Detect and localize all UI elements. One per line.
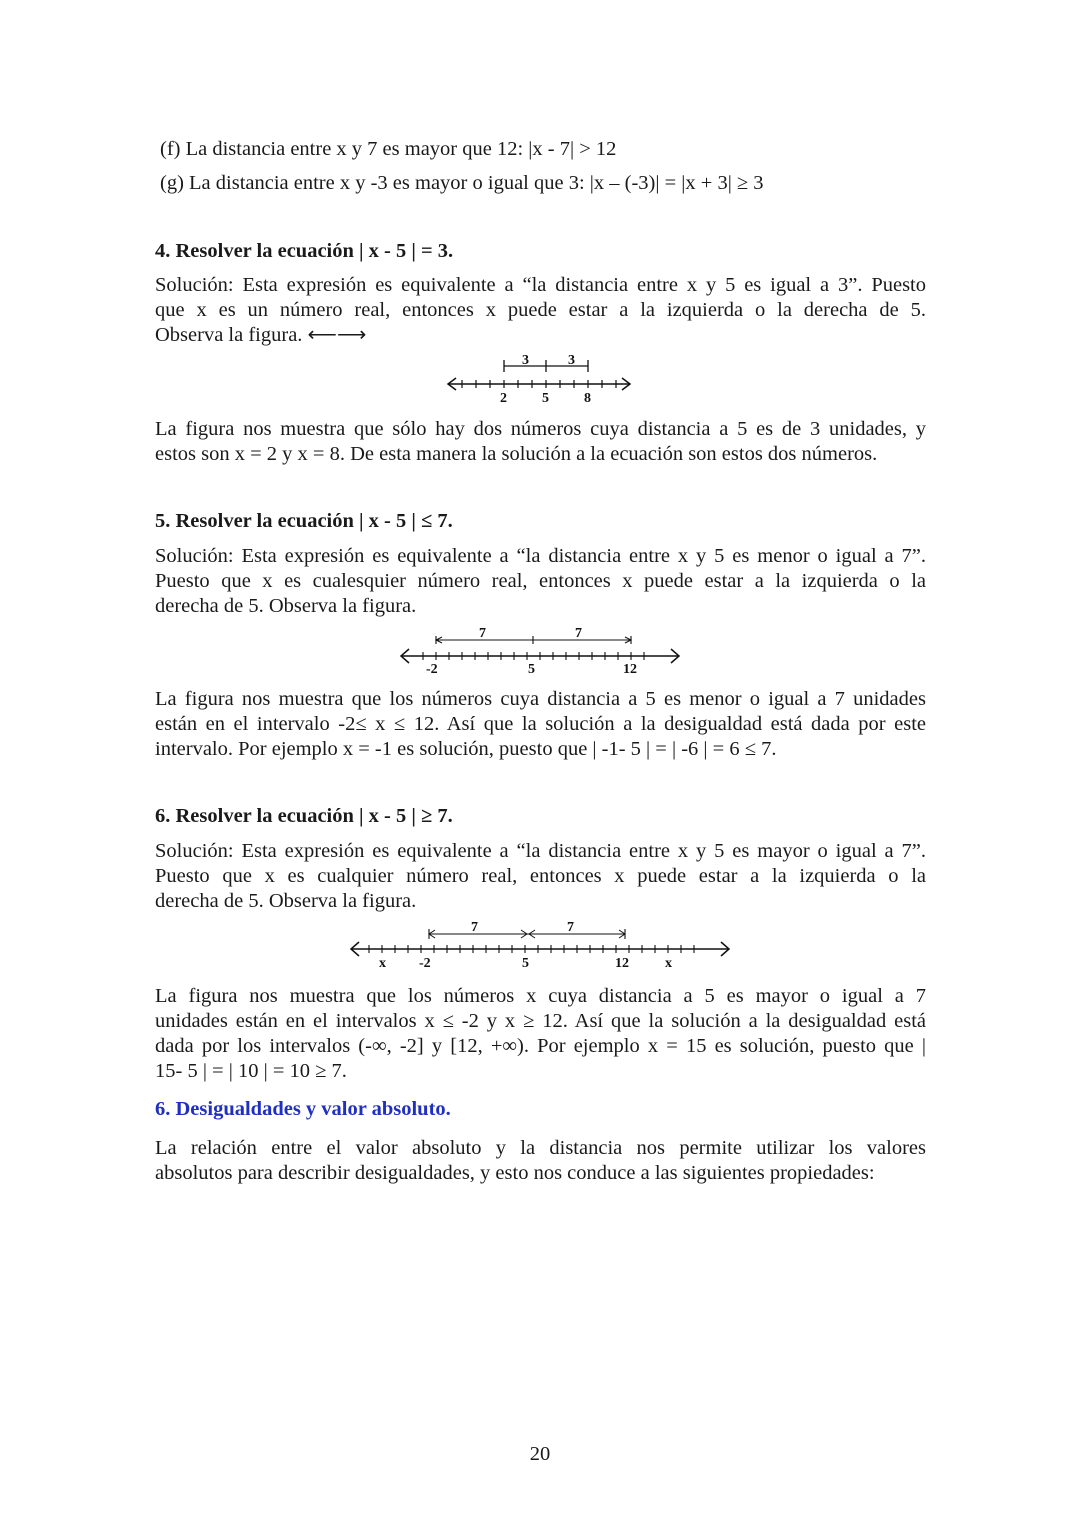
tick-label: x [665,956,672,971]
tick-label: 12 [623,662,637,677]
section-heading: 6. Desigualdades y valor absoluto. [155,1098,451,1120]
problem-6-heading: 6. Resolver la ecuación | x - 5 | ≥ 7. [155,805,453,827]
tick-label: 12 [615,956,629,971]
problem-5-solution-line: derecha de 5. Observa la figura. [155,595,417,617]
problem-6-conclusion-line: 15- 5 | = | 10 | = 10 ≥ 7. [155,1060,347,1082]
tick-label: 5 [522,956,529,971]
page-number: 20 [529,1443,551,1465]
problem-5-conclusion-line: están en el intervalo -2≤ x ≤ 12. Así que la solución a la desigualdad está dada por este [155,713,926,735]
number-line-figure-5 [395,624,685,678]
problem-5-solution-line: Solución: Esta expresión es equivalente a “la distancia entre x y 5 es menor o igual a 7”. [155,545,926,567]
distance-label: 3 [568,353,575,368]
distance-label: 7 [479,626,486,641]
problem-6-conclusion-line: dada por los intervalos (-∞, -2] y [12, +∞). Por ejemplo x = 15 es solución, puesto que | [155,1035,926,1057]
tick-label: 5 [542,391,549,406]
problem-6-conclusion-line: La figura nos muestra que los números x cuya distancia a 5 es mayor o igual a 7 [155,985,926,1007]
problem-6-solution-line: derecha de 5. Observa la figura. [155,890,417,912]
tick-label: 5 [528,662,535,677]
number-line-figure-4 [440,352,640,404]
section-paragraph-line: La relación entre el valor absoluto y la distancia nos permite utilizar los valores [155,1137,926,1159]
section-paragraph-line: absolutos para describir desigualdades, y esto nos conduce a las siguientes propiedades: [155,1162,875,1184]
distance-label: 7 [567,920,574,935]
tick-label: x [379,956,386,971]
distance-label: 7 [471,920,478,935]
problem-6-solution-line: Solución: Esta expresión es equivalente a “la distancia entre x y 5 es mayor o igual a 7”. [155,840,926,862]
problem-4-solution-line: que x es un número real, entonces x puede estar a la izquierda o la derecha de 5. [155,299,926,321]
problem-5-solution-line: Puesto que x es cualesquier número real, entonces x puede estar a la izquierda o la [155,570,926,592]
tick-label: 2 [500,391,507,406]
problem-4-solution-line: Solución: Esta expresión es equivalente a “la distancia entre x y 5 es igual a 3”. Puesto [155,274,926,296]
problem-4-conclusion-line: La figura nos muestra que sólo hay dos números cuya distancia a 5 es de 3 unidades, y [155,418,926,440]
tick-label: 8 [584,391,591,406]
tick-label: -2 [426,662,438,677]
problem-5-conclusion-line: La figura nos muestra que los números cuya distancia a 5 es menor o igual a 7 unidades [155,688,926,710]
distance-label: 3 [522,353,529,368]
item-f: (f) La distancia entre x y 7 es mayor que 12: |x - 7| > 12 [160,138,617,160]
problem-5-conclusion-line: intervalo. Por ejemplo x = -1 es solución, puesto que | -1- 5 | = | -6 | = 6 ≤ 7. [155,738,777,760]
problem-6-conclusion-line: unidades están en el intervalos x ≤ -2 y x ≥ 12. Así que la solución a la desigualdad está [155,1010,926,1032]
tick-label: -2 [419,956,431,971]
distance-label: 7 [575,626,582,641]
number-line-figure-6 [345,918,735,972]
problem-5-heading: 5. Resolver la ecuación | x - 5 | ≤ 7. [155,510,453,532]
problem-4-solution-line: Observa la figura. ⟵⟶ [155,324,367,346]
problem-6-solution-line: Puesto que x es cualquier número real, entonces x puede estar a la izquierda o la [155,865,926,887]
item-g: (g) La distancia entre x y -3 es mayor o igual que 3: |x – (-3)| = |x + 3| ≥ 3 [160,172,764,194]
problem-4-conclusion-line: estos son x = 2 y x = 8. De esta manera la solución a la ecuación son estos dos números. [155,443,878,465]
problem-4-heading: 4. Resolver la ecuación | x - 5 | = 3. [155,240,454,262]
